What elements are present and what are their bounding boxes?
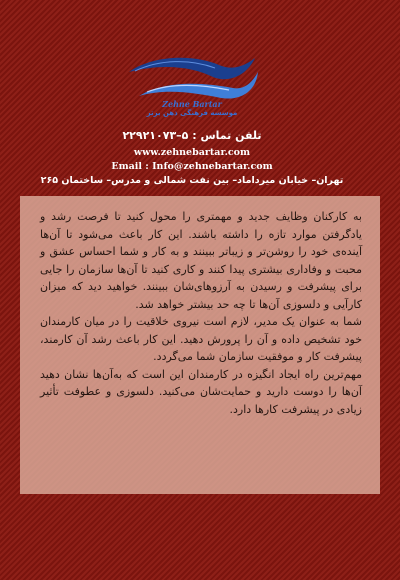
address-text: تهران– خیابان میرداماد– بین نفت شمالی و مدرس– ساختمان ۲۶۵ xyxy=(40,175,344,186)
website-text: www.zehnebartar.com xyxy=(133,147,251,158)
blurb-paragraph: به کارکنان وظایف جدید و مهمتری را محول کنید تا فرصت رشد و یادگرفتن موارد تازه را داشته باشند. این کار باعث می‌شود تا آن‌ها آینده‌ی خود را روشن‌تر و زیباتر ببینند و به کار و شما احساس عشق و محبت و وفاداری بیشتری پیدا کنند و کاری کنید تا آن‌ها سازمان را جایی برای پیشرفت و رسیدن به آرزوهای‌شان ببینند. خواهید دید که میزان کارآیی و دلسوزی آن‌ها تا چه حد بیشتر خواهد شد. xyxy=(40,210,362,311)
phone-label: تلفن تماس : xyxy=(192,129,262,142)
brand-name-persian: موسسه فرهنگی ذهن برتر xyxy=(146,109,238,117)
blurb-text-box xyxy=(20,196,380,494)
email-text: Email : Info@zehnebartar.com xyxy=(111,161,273,172)
zehne-bartar-logo-icon xyxy=(125,52,260,102)
phone-line xyxy=(0,129,384,142)
blurb-paragraph: مهم‌ترین راه ایجاد انگیزه در کارمندان این است که به‌آن‌ها نشان دهید آن‌ها را دوست دارید و حمایت‌شان می‌کنید. دلسوزی و عطوفت تأثیر زیادی در پیشرفت کارها دارد. xyxy=(40,367,362,416)
blurb-paragraph: شما به عنوان یک مدیر، لازم است نیروی خلاقیت را در میان کارمندان خود تشخیص داده و آن را پرورش دهید. این کار باعث رشد آن کارمند، پیشرفت کار و موفقیت سازمان شما می‌گردد. xyxy=(40,315,362,363)
brand-name-english: Zehne Bartar xyxy=(162,99,222,109)
phone-number: ۲۲۹۲۱۰۷۳–۵ xyxy=(122,129,189,142)
